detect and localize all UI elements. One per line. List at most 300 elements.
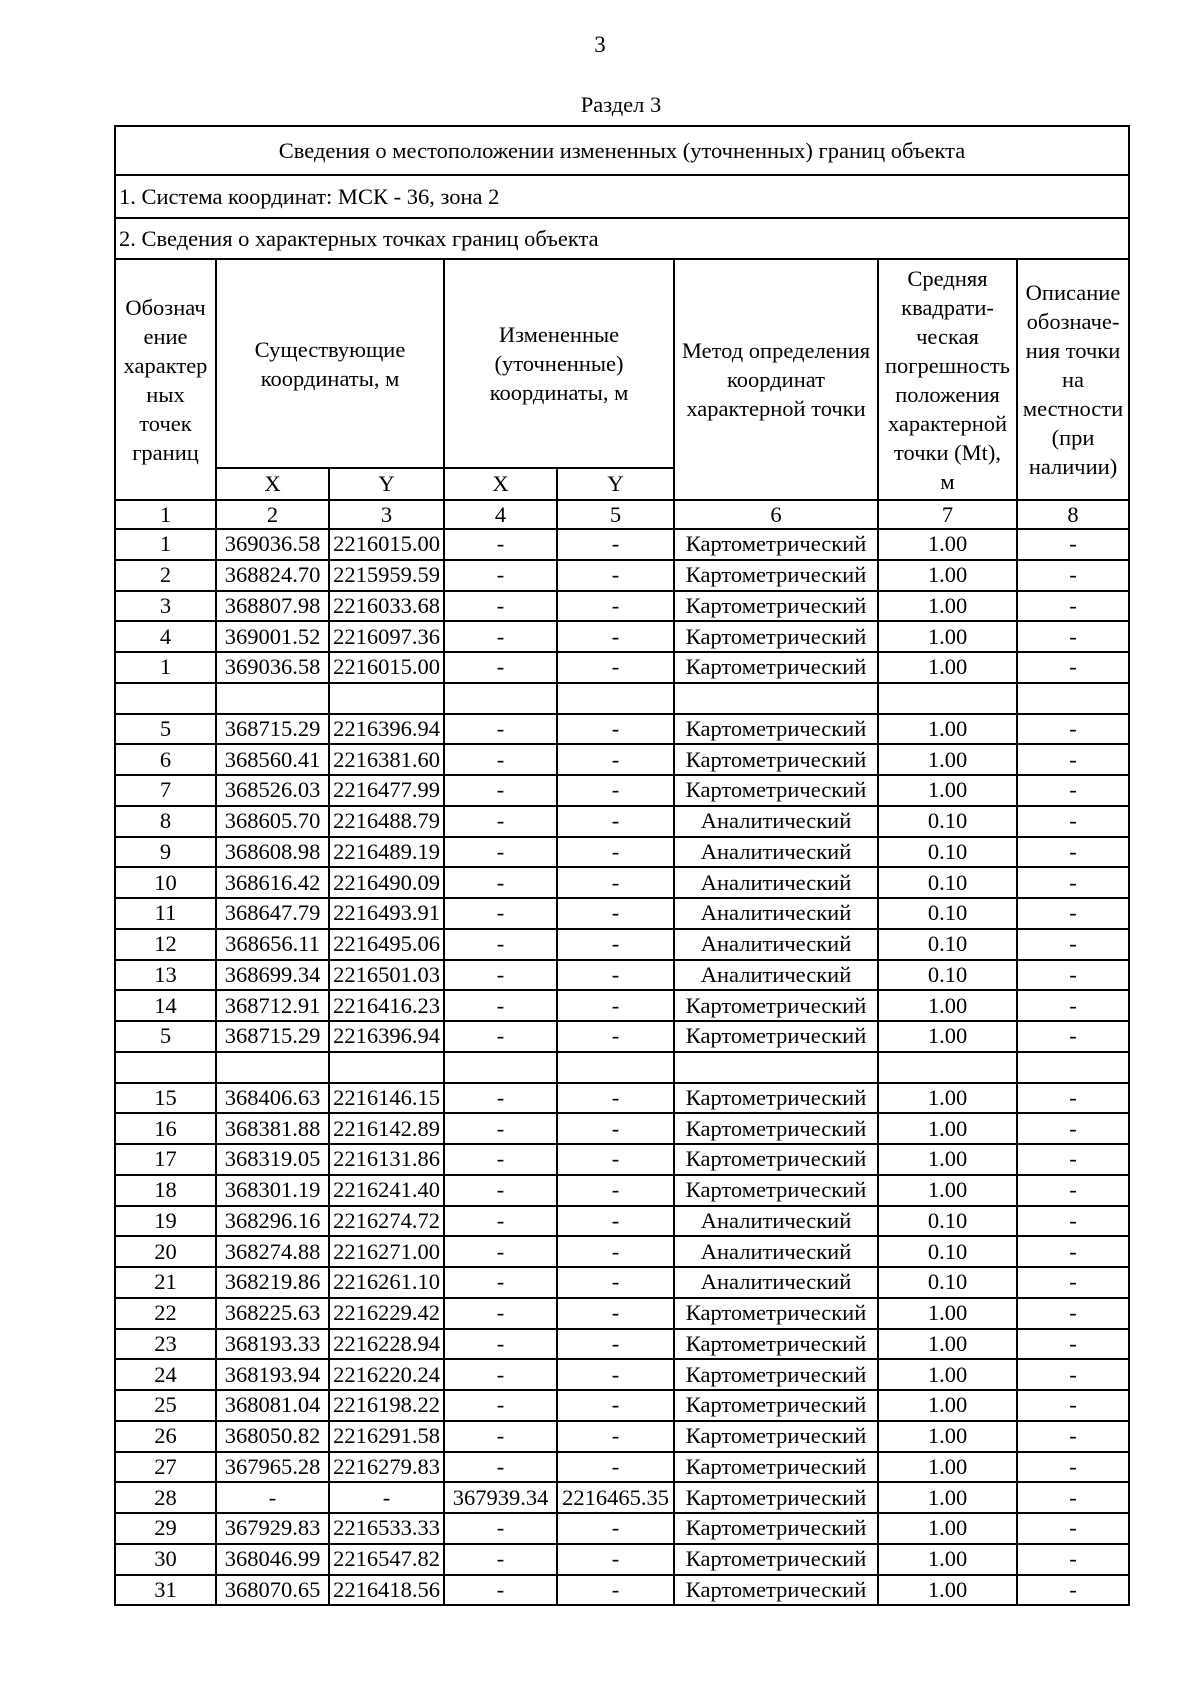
point-id-cell: 31 bbox=[115, 1575, 216, 1606]
point-id-cell: 2 bbox=[115, 560, 216, 591]
changed-x-cell: - bbox=[444, 652, 557, 683]
point-id-cell: 18 bbox=[115, 1175, 216, 1206]
table-row bbox=[115, 714, 1129, 745]
mean-square-error-cell: 1.00 bbox=[878, 744, 1017, 775]
existing-y-cell: 2216489.19 bbox=[329, 837, 444, 868]
changed-y-cell: - bbox=[557, 1544, 674, 1575]
table-title: Сведения о местоположении измененных (уточненных) границ объекта bbox=[115, 126, 1129, 175]
mean-square-error-cell: 1.00 bbox=[878, 1359, 1017, 1390]
changed-y-cell: - bbox=[557, 1144, 674, 1175]
column-header-row bbox=[115, 259, 1129, 468]
changed-y-cell: - bbox=[557, 1298, 674, 1329]
method-cell: Аналитический bbox=[674, 929, 878, 960]
point-id-cell: 12 bbox=[115, 929, 216, 960]
mean-square-error-cell: 1.00 bbox=[878, 1144, 1017, 1175]
header-point-designation: Обознач ение характер ных точек границ bbox=[115, 259, 216, 500]
existing-y-cell: - bbox=[329, 1482, 444, 1513]
method-cell: Картометрический bbox=[674, 591, 878, 622]
table-row bbox=[115, 898, 1129, 929]
point-id-cell: 25 bbox=[115, 1390, 216, 1421]
existing-y-cell: 2216097.36 bbox=[329, 621, 444, 652]
existing-y-cell: 2216493.91 bbox=[329, 898, 444, 929]
existing-x-cell: 368274.88 bbox=[216, 1236, 329, 1267]
point-id-cell: 29 bbox=[115, 1513, 216, 1544]
method-cell: Картометрический bbox=[674, 1390, 878, 1421]
changed-x-cell: - bbox=[444, 1359, 557, 1390]
existing-x-cell: 368608.98 bbox=[216, 837, 329, 868]
changed-y-cell: - bbox=[557, 1113, 674, 1144]
method-cell: Картометрический bbox=[674, 1113, 878, 1144]
mean-square-error-cell: 0.10 bbox=[878, 806, 1017, 837]
table-row bbox=[115, 591, 1129, 622]
existing-x-cell: 368712.91 bbox=[216, 990, 329, 1021]
existing-x-cell: 368193.33 bbox=[216, 1329, 329, 1360]
mean-square-error-cell: 1.00 bbox=[878, 1452, 1017, 1483]
column-number: 3 bbox=[329, 500, 444, 529]
existing-x-cell: 368616.42 bbox=[216, 867, 329, 898]
point-id-cell: 4 bbox=[115, 621, 216, 652]
changed-y-cell: - bbox=[557, 898, 674, 929]
existing-y-cell: 2216198.22 bbox=[329, 1390, 444, 1421]
description-cell: - bbox=[1017, 960, 1129, 991]
existing-y-cell: 2216416.23 bbox=[329, 990, 444, 1021]
mean-square-error-cell: 1.00 bbox=[878, 1544, 1017, 1575]
mean-square-error-cell: 1.00 bbox=[878, 560, 1017, 591]
changed-y-cell: - bbox=[557, 1421, 674, 1452]
description-cell: - bbox=[1017, 1113, 1129, 1144]
existing-x-cell: 368715.29 bbox=[216, 714, 329, 745]
column-number: 1 bbox=[115, 500, 216, 529]
table-row bbox=[115, 1544, 1129, 1575]
changed-x-cell bbox=[444, 683, 557, 714]
description-cell: - bbox=[1017, 1390, 1129, 1421]
existing-x-cell: 368301.19 bbox=[216, 1175, 329, 1206]
description-cell: - bbox=[1017, 1206, 1129, 1237]
changed-y-cell: - bbox=[557, 652, 674, 683]
existing-x-cell: 367965.28 bbox=[216, 1452, 329, 1483]
existing-y-cell: 2216131.86 bbox=[329, 1144, 444, 1175]
existing-y-cell: 2216015.00 bbox=[329, 529, 444, 560]
description-cell: - bbox=[1017, 1175, 1129, 1206]
description-cell: - bbox=[1017, 1421, 1129, 1452]
table-row bbox=[115, 990, 1129, 1021]
description-cell: - bbox=[1017, 1513, 1129, 1544]
existing-y-cell: 2216495.06 bbox=[329, 929, 444, 960]
header-changed-y: Y bbox=[557, 468, 674, 500]
description-cell: - bbox=[1017, 1298, 1129, 1329]
changed-y-cell: - bbox=[557, 1021, 674, 1052]
changed-x-cell: 367939.34 bbox=[444, 1482, 557, 1513]
method-cell bbox=[674, 683, 878, 714]
table-row bbox=[115, 1359, 1129, 1390]
changed-y-cell: - bbox=[557, 1452, 674, 1483]
point-id-cell: 27 bbox=[115, 1452, 216, 1483]
mean-square-error-cell: 1.00 bbox=[878, 1329, 1017, 1360]
existing-x-cell: 369036.58 bbox=[216, 652, 329, 683]
existing-x-cell: 368605.70 bbox=[216, 806, 329, 837]
mean-square-error-cell: 1.00 bbox=[878, 1083, 1017, 1114]
table-row bbox=[115, 837, 1129, 868]
table-row bbox=[115, 1575, 1129, 1606]
mean-square-error-cell: 1.00 bbox=[878, 1513, 1017, 1544]
existing-x-cell: 368647.79 bbox=[216, 898, 329, 929]
changed-x-cell: - bbox=[444, 1575, 557, 1606]
changed-x-cell: - bbox=[444, 1113, 557, 1144]
description-cell: - bbox=[1017, 1267, 1129, 1298]
existing-y-cell: 2216142.89 bbox=[329, 1113, 444, 1144]
column-number: 7 bbox=[878, 500, 1017, 529]
table-row bbox=[115, 1206, 1129, 1237]
method-cell: Аналитический bbox=[674, 960, 878, 991]
description-cell: - bbox=[1017, 1021, 1129, 1052]
existing-y-cell: 2216533.33 bbox=[329, 1513, 444, 1544]
table-row bbox=[115, 929, 1129, 960]
coordinate-system: 1. Система координат: МСК - 36, зона 2 bbox=[115, 175, 1129, 218]
method-cell: Картометрический bbox=[674, 1359, 878, 1390]
table-row bbox=[115, 806, 1129, 837]
column-number: 8 bbox=[1017, 500, 1129, 529]
table-row bbox=[115, 529, 1129, 560]
changed-y-cell: - bbox=[557, 560, 674, 591]
table-row bbox=[115, 621, 1129, 652]
existing-x-cell: 368319.05 bbox=[216, 1144, 329, 1175]
table-row-blank bbox=[115, 683, 1129, 714]
coordinate-system-row bbox=[115, 175, 1129, 218]
page-number: 3 bbox=[594, 32, 606, 57]
changed-y-cell: - bbox=[557, 1236, 674, 1267]
changed-y-cell: - bbox=[557, 714, 674, 745]
existing-x-cell: 369001.52 bbox=[216, 621, 329, 652]
table-row bbox=[115, 1421, 1129, 1452]
existing-y-cell bbox=[329, 683, 444, 714]
table-row bbox=[115, 560, 1129, 591]
point-id-cell: 21 bbox=[115, 1267, 216, 1298]
changed-y-cell: - bbox=[557, 621, 674, 652]
existing-x-cell: 368381.88 bbox=[216, 1113, 329, 1144]
column-number: 6 bbox=[674, 500, 878, 529]
description-cell: - bbox=[1017, 560, 1129, 591]
method-cell: Картометрический bbox=[674, 714, 878, 745]
existing-x-cell: 368526.03 bbox=[216, 775, 329, 806]
existing-x-cell: 368699.34 bbox=[216, 960, 329, 991]
changed-x-cell: - bbox=[444, 775, 557, 806]
point-id-cell: 9 bbox=[115, 837, 216, 868]
table-row bbox=[115, 1298, 1129, 1329]
header-existing-y: Y bbox=[329, 468, 444, 500]
mean-square-error-cell: 0.10 bbox=[878, 929, 1017, 960]
mean-square-error-cell: 0.10 bbox=[878, 898, 1017, 929]
method-cell bbox=[674, 1052, 878, 1083]
changed-x-cell: - bbox=[444, 960, 557, 991]
method-cell: Картометрический bbox=[674, 1421, 878, 1452]
point-id-cell: 15 bbox=[115, 1083, 216, 1114]
table-row bbox=[115, 1482, 1129, 1513]
description-cell: - bbox=[1017, 1544, 1129, 1575]
method-cell: Картометрический bbox=[674, 1482, 878, 1513]
changed-y-cell bbox=[557, 1052, 674, 1083]
existing-x-cell: 368406.63 bbox=[216, 1083, 329, 1114]
existing-y-cell: 2216488.79 bbox=[329, 806, 444, 837]
method-cell: Аналитический bbox=[674, 1236, 878, 1267]
method-cell: Картометрический bbox=[674, 529, 878, 560]
existing-y-cell: 2216547.82 bbox=[329, 1544, 444, 1575]
description-cell: - bbox=[1017, 529, 1129, 560]
method-cell: Аналитический bbox=[674, 867, 878, 898]
points-caption: 2. Сведения о характерных точках границ объекта bbox=[115, 218, 1129, 259]
changed-x-cell: - bbox=[444, 1421, 557, 1452]
method-cell: Картометрический bbox=[674, 1021, 878, 1052]
changed-y-cell: - bbox=[557, 867, 674, 898]
changed-x-cell: - bbox=[444, 1298, 557, 1329]
mean-square-error-cell: 1.00 bbox=[878, 1575, 1017, 1606]
changed-x-cell: - bbox=[444, 898, 557, 929]
table-row bbox=[115, 652, 1129, 683]
method-cell: Аналитический bbox=[674, 1206, 878, 1237]
method-cell: Картометрический bbox=[674, 1329, 878, 1360]
table-row bbox=[115, 867, 1129, 898]
changed-x-cell: - bbox=[444, 1329, 557, 1360]
existing-x-cell: - bbox=[216, 1482, 329, 1513]
changed-x-cell: - bbox=[444, 1544, 557, 1575]
table-row bbox=[115, 1267, 1129, 1298]
existing-y-cell: 2216396.94 bbox=[329, 714, 444, 745]
method-cell: Картометрический bbox=[674, 1544, 878, 1575]
table-row bbox=[115, 1144, 1129, 1175]
mean-square-error-cell: 1.00 bbox=[878, 775, 1017, 806]
changed-x-cell: - bbox=[444, 1021, 557, 1052]
changed-x-cell: - bbox=[444, 929, 557, 960]
existing-x-cell: 368225.63 bbox=[216, 1298, 329, 1329]
table-row bbox=[115, 1390, 1129, 1421]
existing-x-cell: 368656.11 bbox=[216, 929, 329, 960]
point-id-cell: 20 bbox=[115, 1236, 216, 1267]
existing-y-cell: 2216291.58 bbox=[329, 1421, 444, 1452]
changed-x-cell: - bbox=[444, 1390, 557, 1421]
method-cell: Картометрический bbox=[674, 1513, 878, 1544]
existing-y-cell: 2216229.42 bbox=[329, 1298, 444, 1329]
point-id-cell: 22 bbox=[115, 1298, 216, 1329]
existing-y-cell: 2216274.72 bbox=[329, 1206, 444, 1237]
existing-x-cell: 368824.70 bbox=[216, 560, 329, 591]
point-id-cell: 13 bbox=[115, 960, 216, 991]
table-row bbox=[115, 775, 1129, 806]
description-cell: - bbox=[1017, 744, 1129, 775]
description-cell bbox=[1017, 683, 1129, 714]
mean-square-error-cell: 1.00 bbox=[878, 1298, 1017, 1329]
existing-y-cell: 2216490.09 bbox=[329, 867, 444, 898]
changed-x-cell: - bbox=[444, 714, 557, 745]
mean-square-error-cell: 1.00 bbox=[878, 714, 1017, 745]
changed-y-cell: - bbox=[557, 1329, 674, 1360]
description-cell: - bbox=[1017, 1452, 1129, 1483]
point-id-cell: 3 bbox=[115, 591, 216, 622]
table-row bbox=[115, 1236, 1129, 1267]
changed-y-cell: - bbox=[557, 1083, 674, 1114]
description-cell: - bbox=[1017, 1083, 1129, 1114]
mean-square-error-cell: 1.00 bbox=[878, 1482, 1017, 1513]
changed-x-cell: - bbox=[444, 1513, 557, 1544]
mean-square-error-cell: 1.00 bbox=[878, 529, 1017, 560]
mean-square-error-cell bbox=[878, 683, 1017, 714]
table-row bbox=[115, 1175, 1129, 1206]
table-row bbox=[115, 1113, 1129, 1144]
description-cell: - bbox=[1017, 898, 1129, 929]
description-cell: - bbox=[1017, 837, 1129, 868]
description-cell: - bbox=[1017, 1236, 1129, 1267]
changed-x-cell: - bbox=[444, 1236, 557, 1267]
point-id-cell: 24 bbox=[115, 1359, 216, 1390]
mean-square-error-cell: 0.10 bbox=[878, 1267, 1017, 1298]
existing-y-cell: 2215959.59 bbox=[329, 560, 444, 591]
changed-x-cell: - bbox=[444, 1452, 557, 1483]
table-row bbox=[115, 744, 1129, 775]
point-id-cell: 16 bbox=[115, 1113, 216, 1144]
existing-y-cell: 2216015.00 bbox=[329, 652, 444, 683]
changed-x-cell: - bbox=[444, 837, 557, 868]
existing-y-cell: 2216220.24 bbox=[329, 1359, 444, 1390]
existing-y-cell: 2216381.60 bbox=[329, 744, 444, 775]
existing-x-cell bbox=[216, 1052, 329, 1083]
column-number: 5 bbox=[557, 500, 674, 529]
existing-y-cell: 2216418.56 bbox=[329, 1575, 444, 1606]
changed-y-cell: - bbox=[557, 1359, 674, 1390]
changed-y-cell: - bbox=[557, 529, 674, 560]
changed-y-cell: - bbox=[557, 1390, 674, 1421]
mean-square-error-cell: 1.00 bbox=[878, 1175, 1017, 1206]
point-id-cell: 6 bbox=[115, 744, 216, 775]
changed-x-cell: - bbox=[444, 529, 557, 560]
method-cell: Картометрический bbox=[674, 1298, 878, 1329]
boundary-points-table bbox=[114, 125, 1130, 1606]
changed-x-cell: - bbox=[444, 1206, 557, 1237]
existing-y-cell: 2216241.40 bbox=[329, 1175, 444, 1206]
method-cell: Аналитический bbox=[674, 898, 878, 929]
existing-x-cell: 368296.16 bbox=[216, 1206, 329, 1237]
point-id-cell: 19 bbox=[115, 1206, 216, 1237]
mean-square-error-cell: 1.00 bbox=[878, 1021, 1017, 1052]
table-row bbox=[115, 960, 1129, 991]
mean-square-error-cell: 0.10 bbox=[878, 960, 1017, 991]
mean-square-error-cell: 1.00 bbox=[878, 1390, 1017, 1421]
method-cell: Картометрический bbox=[674, 1083, 878, 1114]
table-title-row bbox=[115, 126, 1129, 175]
mean-square-error-cell: 1.00 bbox=[878, 621, 1017, 652]
existing-y-cell: 2216146.15 bbox=[329, 1083, 444, 1114]
existing-x-cell: 369036.58 bbox=[216, 529, 329, 560]
changed-y-cell: - bbox=[557, 744, 674, 775]
point-id-cell: 11 bbox=[115, 898, 216, 929]
point-id-cell: 17 bbox=[115, 1144, 216, 1175]
changed-x-cell: - bbox=[444, 744, 557, 775]
existing-x-cell: 368081.04 bbox=[216, 1390, 329, 1421]
header-existing-x: X bbox=[216, 468, 329, 500]
description-cell: - bbox=[1017, 775, 1129, 806]
point-id-cell bbox=[115, 683, 216, 714]
changed-x-cell: - bbox=[444, 1175, 557, 1206]
changed-y-cell bbox=[557, 683, 674, 714]
existing-y-cell bbox=[329, 1052, 444, 1083]
existing-x-cell: 368560.41 bbox=[216, 744, 329, 775]
column-number-row bbox=[115, 500, 1129, 529]
existing-x-cell bbox=[216, 683, 329, 714]
method-cell: Аналитический bbox=[674, 1267, 878, 1298]
point-id-cell: 7 bbox=[115, 775, 216, 806]
method-cell: Аналитический bbox=[674, 806, 878, 837]
mean-square-error-cell: 0.10 bbox=[878, 1206, 1017, 1237]
point-id-cell: 30 bbox=[115, 1544, 216, 1575]
existing-x-cell: 368193.94 bbox=[216, 1359, 329, 1390]
header-changed-x: X bbox=[444, 468, 557, 500]
method-cell: Картометрический bbox=[674, 744, 878, 775]
point-id-cell: 5 bbox=[115, 714, 216, 745]
existing-y-cell: 2216501.03 bbox=[329, 960, 444, 991]
point-id-cell: 8 bbox=[115, 806, 216, 837]
header-method: Метод определения координат характерной точки bbox=[674, 259, 878, 500]
existing-x-cell: 368219.86 bbox=[216, 1267, 329, 1298]
changed-x-cell: - bbox=[444, 990, 557, 1021]
description-cell: - bbox=[1017, 867, 1129, 898]
method-cell: Картометрический bbox=[674, 1175, 878, 1206]
existing-x-cell: 368807.98 bbox=[216, 591, 329, 622]
column-number: 4 bbox=[444, 500, 557, 529]
description-cell: - bbox=[1017, 1329, 1129, 1360]
changed-y-cell: - bbox=[557, 1175, 674, 1206]
description-cell: - bbox=[1017, 1482, 1129, 1513]
mean-square-error-cell: 1.00 bbox=[878, 591, 1017, 622]
existing-y-cell: 2216228.94 bbox=[329, 1329, 444, 1360]
point-id-cell bbox=[115, 1052, 216, 1083]
changed-y-cell: - bbox=[557, 1206, 674, 1237]
method-cell: Картометрический bbox=[674, 1144, 878, 1175]
description-cell: - bbox=[1017, 1144, 1129, 1175]
mean-square-error-cell: 1.00 bbox=[878, 652, 1017, 683]
changed-y-cell: - bbox=[557, 1267, 674, 1298]
table-row bbox=[115, 1513, 1129, 1544]
method-cell: Картометрический bbox=[674, 990, 878, 1021]
changed-x-cell: - bbox=[444, 621, 557, 652]
changed-x-cell: - bbox=[444, 806, 557, 837]
point-id-cell: 28 bbox=[115, 1482, 216, 1513]
changed-y-cell: - bbox=[557, 929, 674, 960]
method-cell: Картометрический bbox=[674, 652, 878, 683]
existing-y-cell: 2216279.83 bbox=[329, 1452, 444, 1483]
description-cell: - bbox=[1017, 714, 1129, 745]
mean-square-error-cell: 1.00 bbox=[878, 1421, 1017, 1452]
method-cell: Аналитический bbox=[674, 837, 878, 868]
changed-x-cell bbox=[444, 1052, 557, 1083]
changed-x-cell: - bbox=[444, 1267, 557, 1298]
changed-x-cell: - bbox=[444, 591, 557, 622]
changed-y-cell: - bbox=[557, 591, 674, 622]
table-row bbox=[115, 1329, 1129, 1360]
table-body bbox=[115, 529, 1129, 1605]
description-cell: - bbox=[1017, 806, 1129, 837]
changed-x-cell: - bbox=[444, 1083, 557, 1114]
existing-y-cell: 2216477.99 bbox=[329, 775, 444, 806]
changed-y-cell: - bbox=[557, 990, 674, 1021]
existing-x-cell: 368046.99 bbox=[216, 1544, 329, 1575]
point-id-cell: 1 bbox=[115, 652, 216, 683]
table-row bbox=[115, 1452, 1129, 1483]
header-changed-coordinates: Измененные (уточненные) координаты, м bbox=[444, 259, 674, 468]
method-cell: Картометрический bbox=[674, 560, 878, 591]
table-row-blank bbox=[115, 1052, 1129, 1083]
existing-x-cell: 367929.83 bbox=[216, 1513, 329, 1544]
existing-y-cell: 2216396.94 bbox=[329, 1021, 444, 1052]
mean-square-error-cell bbox=[878, 1052, 1017, 1083]
description-cell: - bbox=[1017, 990, 1129, 1021]
existing-x-cell: 368050.82 bbox=[216, 1421, 329, 1452]
